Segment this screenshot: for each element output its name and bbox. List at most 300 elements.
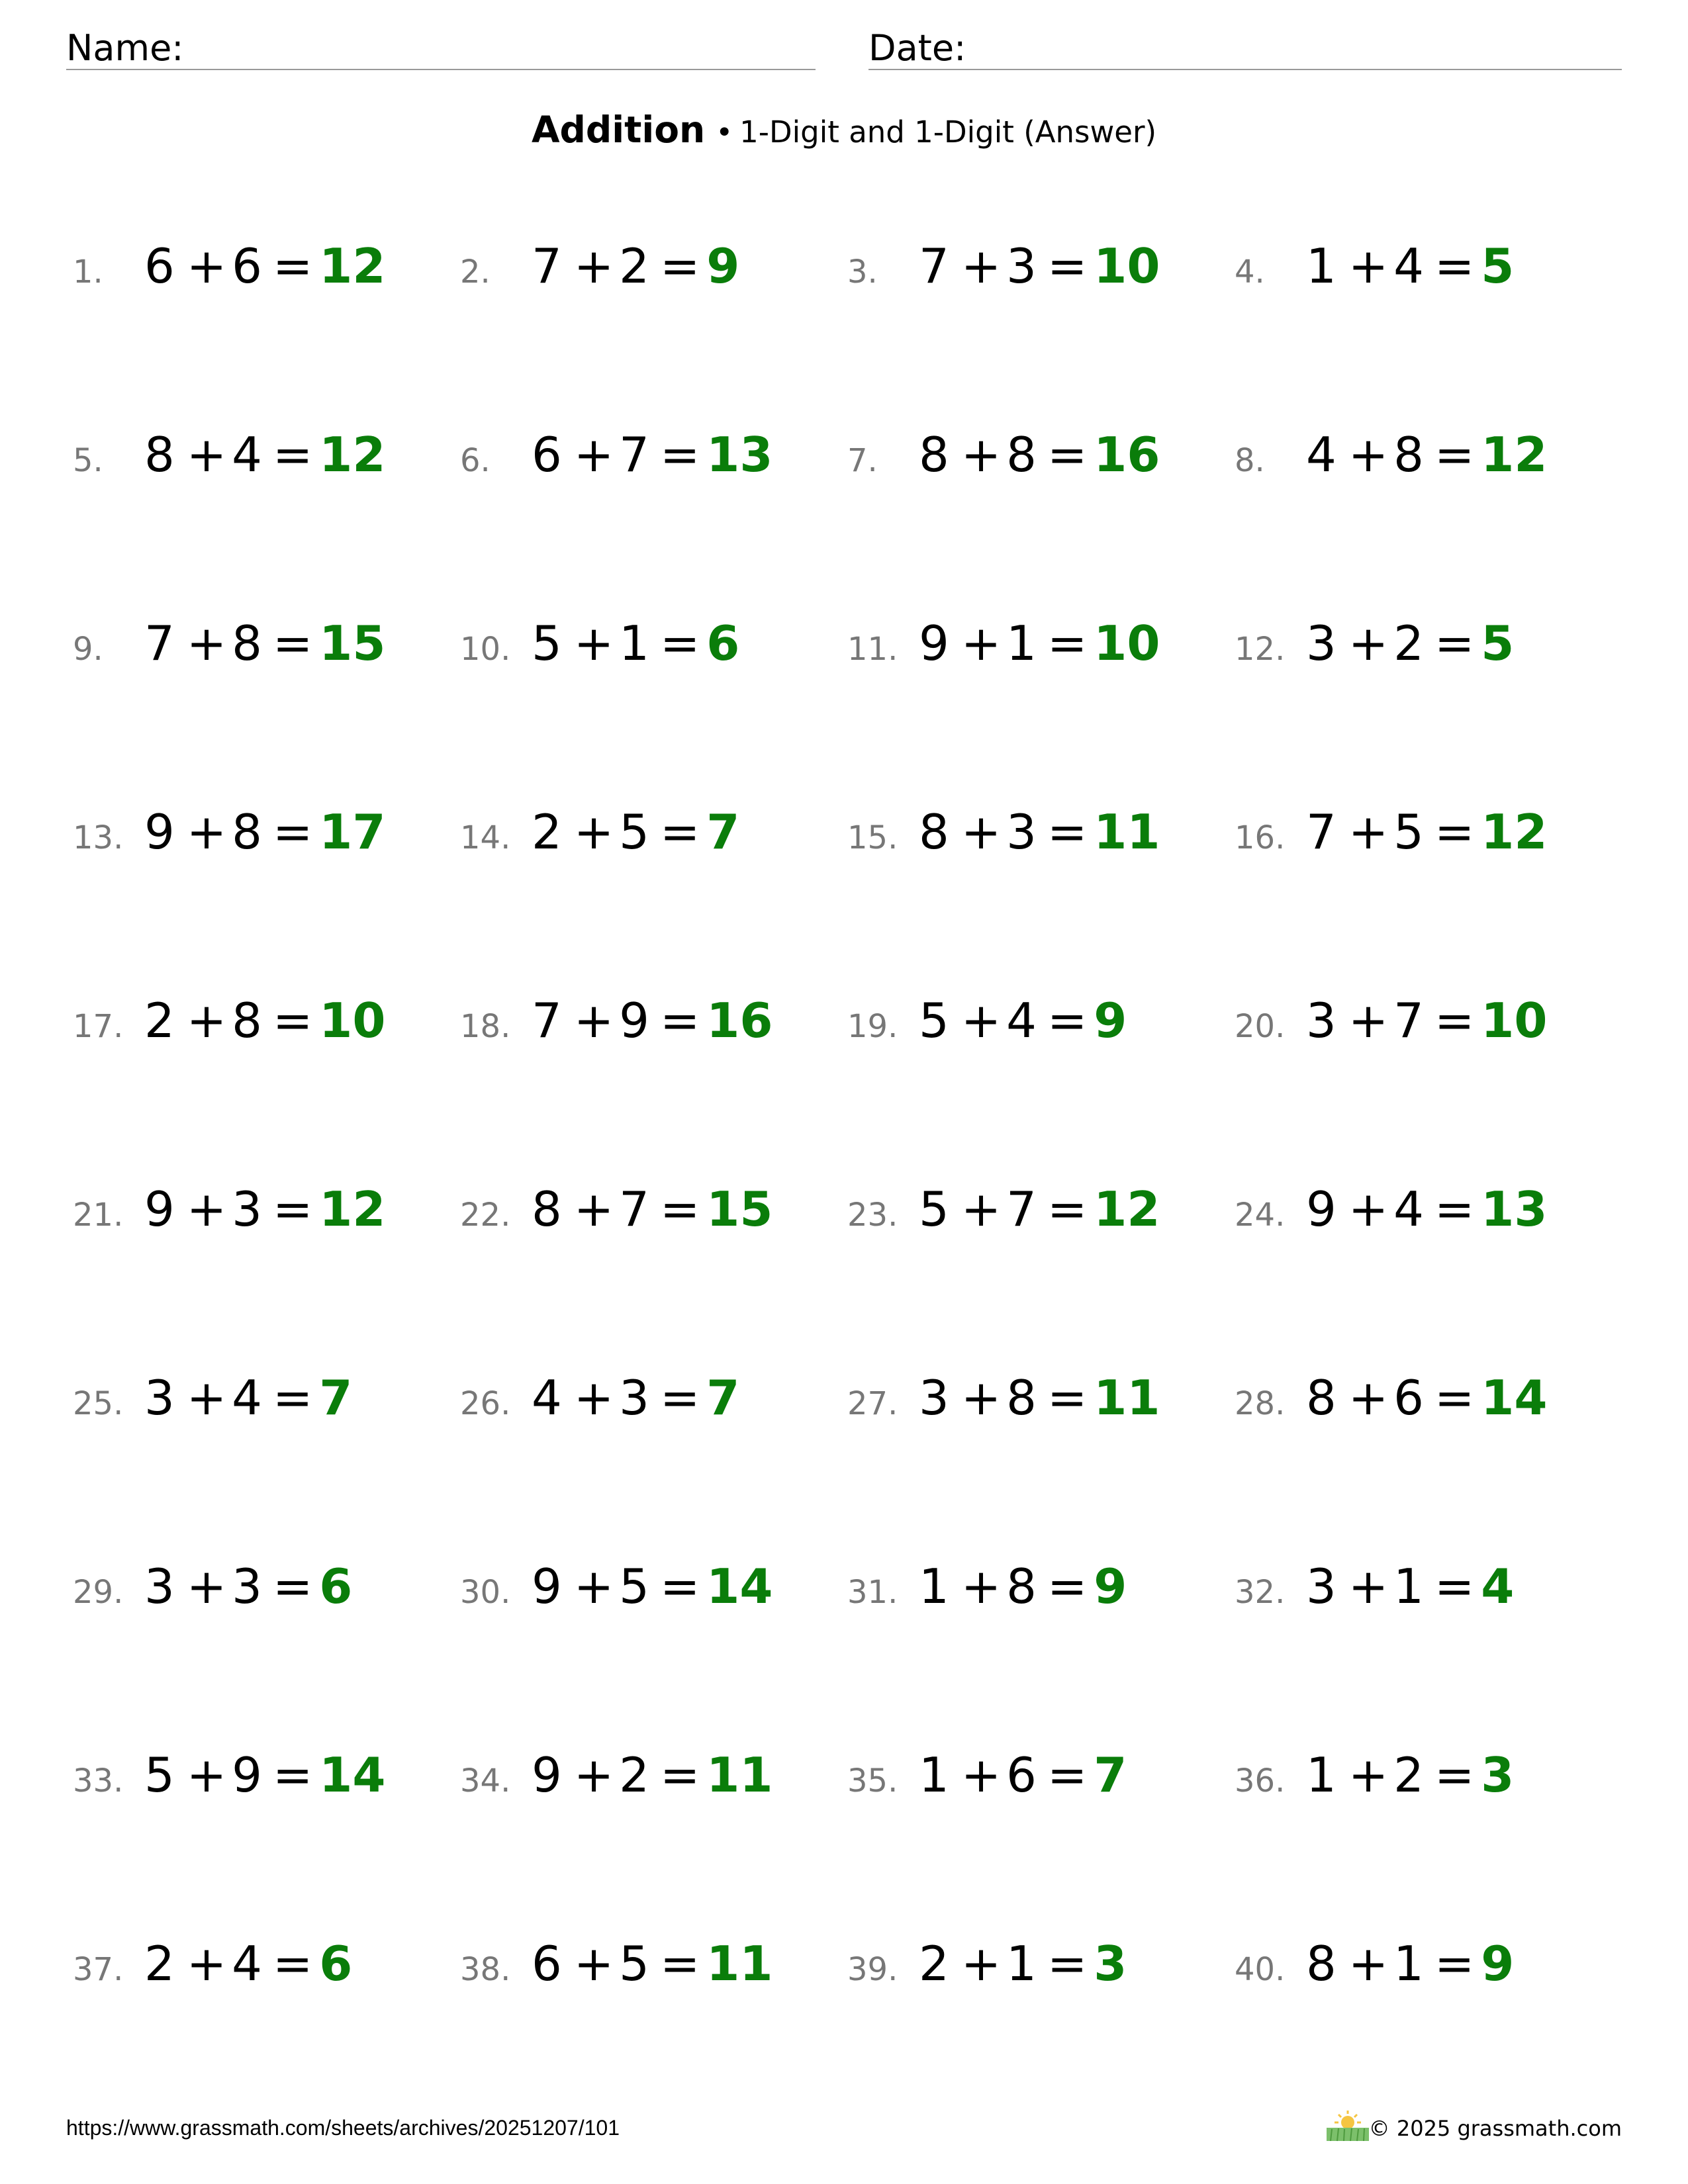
- addend-first: 1: [1306, 238, 1336, 294]
- addend-first: 1: [919, 1559, 949, 1614]
- equals-sign: =: [272, 1181, 313, 1237]
- problem-item: [460, 427, 847, 493]
- plus-operator: +: [1348, 1181, 1389, 1237]
- addend-second: 2: [619, 1747, 649, 1803]
- plus-operator: +: [573, 1370, 614, 1426]
- answer: 16: [706, 993, 773, 1048]
- addend-first: 5: [919, 1181, 949, 1237]
- answer: 15: [706, 1181, 773, 1237]
- plus-operator: +: [573, 1936, 614, 1991]
- problem-number: 31.: [847, 1574, 898, 1611]
- addend-first: 7: [532, 993, 562, 1048]
- equals-sign: =: [272, 427, 313, 482]
- equals-sign: =: [272, 804, 313, 860]
- problem-item: [847, 1936, 1235, 2002]
- title-main: Addition: [531, 109, 706, 151]
- answer: 14: [706, 1559, 773, 1614]
- addend-second: 2: [619, 238, 649, 294]
- answer: 7: [319, 1370, 353, 1426]
- plus-operator: +: [1348, 993, 1389, 1048]
- equals-sign: =: [272, 238, 313, 294]
- addend-second: 3: [1006, 804, 1037, 860]
- problem-item: [847, 615, 1235, 682]
- equals-sign: =: [1047, 993, 1088, 1048]
- problem-item: [73, 1936, 460, 2002]
- equals-sign: =: [1434, 1370, 1475, 1426]
- problem-number: 6.: [460, 442, 491, 479]
- problem-item: [847, 804, 1235, 870]
- plus-operator: +: [573, 615, 614, 671]
- addend-second: 8: [1393, 427, 1424, 482]
- problem-number: 9.: [73, 631, 103, 668]
- addend-second: 8: [1006, 427, 1037, 482]
- answer: 13: [1481, 1181, 1548, 1237]
- answer: 6: [706, 615, 740, 671]
- problem-number: 34.: [460, 1762, 511, 1799]
- plus-operator: +: [186, 1936, 227, 1991]
- problem-row: [73, 1559, 1622, 1747]
- plus-operator: +: [961, 1181, 1002, 1237]
- equals-sign: =: [1434, 1747, 1475, 1803]
- answer: 5: [1481, 238, 1515, 294]
- problem-row: [73, 993, 1622, 1181]
- plus-operator: +: [186, 1559, 227, 1614]
- addend-second: 8: [1006, 1559, 1037, 1614]
- answer: 12: [319, 427, 386, 482]
- equals-sign: =: [1434, 1559, 1475, 1614]
- answer: 9: [1094, 993, 1127, 1048]
- equals-sign: =: [1434, 238, 1475, 294]
- problem-number: 38.: [460, 1951, 511, 1988]
- name-label: Name:: [66, 27, 184, 69]
- equals-sign: =: [659, 427, 700, 482]
- equals-sign: =: [272, 993, 313, 1048]
- addend-first: 7: [919, 238, 949, 294]
- addend-second: 6: [1006, 1747, 1037, 1803]
- problem-item: [460, 1181, 847, 1248]
- equals-sign: =: [1047, 1181, 1088, 1237]
- addend-second: 2: [1393, 615, 1424, 671]
- answer: 9: [706, 238, 740, 294]
- addend-first: 6: [532, 427, 562, 482]
- addend-first: 8: [532, 1181, 562, 1237]
- problem-item: [1235, 238, 1622, 304]
- answer: 12: [1481, 427, 1548, 482]
- equals-sign: =: [1047, 1559, 1088, 1614]
- problem-row: [73, 1370, 1622, 1559]
- plus-operator: +: [1348, 615, 1389, 671]
- problem-number: 7.: [847, 442, 878, 479]
- problem-item: [460, 1747, 847, 1813]
- problem-item: [460, 1559, 847, 1625]
- equals-sign: =: [1434, 615, 1475, 671]
- addend-first: 3: [919, 1370, 949, 1426]
- answer: 9: [1481, 1936, 1515, 1991]
- problem-number: 28.: [1235, 1385, 1286, 1422]
- problem-item: [1235, 804, 1622, 870]
- addend-second: 6: [232, 238, 262, 294]
- answer: 10: [1094, 238, 1160, 294]
- equals-sign: =: [1434, 427, 1475, 482]
- answer: 10: [1481, 993, 1548, 1048]
- plus-operator: +: [186, 427, 227, 482]
- problem-number: 32.: [1235, 1574, 1286, 1611]
- addend-first: 3: [1306, 1559, 1336, 1614]
- problem-item: [460, 615, 847, 682]
- problem-item: [460, 238, 847, 304]
- problem-item: [460, 1936, 847, 2002]
- addend-first: 5: [532, 615, 562, 671]
- plus-operator: +: [1348, 238, 1389, 294]
- plus-operator: +: [961, 615, 1002, 671]
- problem-item: [73, 1559, 460, 1625]
- problem-row: [73, 615, 1622, 804]
- addend-first: 2: [532, 804, 562, 860]
- problem-number: 15.: [847, 819, 898, 856]
- problem-number: 20.: [1235, 1008, 1286, 1045]
- addend-first: 3: [144, 1370, 175, 1426]
- problem-row: [73, 427, 1622, 615]
- answer: 11: [706, 1747, 773, 1803]
- problem-row: [73, 1936, 1622, 2124]
- addend-second: 2: [1393, 1747, 1424, 1803]
- plus-operator: +: [186, 1370, 227, 1426]
- plus-operator: +: [573, 1181, 614, 1237]
- addend-first: 9: [532, 1747, 562, 1803]
- title-subtitle: 1-Digit and 1-Digit (Answer): [739, 114, 1157, 150]
- plus-operator: +: [961, 238, 1002, 294]
- problem-number: 3.: [847, 253, 878, 291]
- addend-second: 5: [619, 804, 649, 860]
- problem-item: [460, 1370, 847, 1436]
- answer: 11: [706, 1936, 773, 1991]
- plus-operator: +: [961, 1936, 1002, 1991]
- footer-url[interactable]: https://www.grassmath.com/sheets/archives/20251207/101: [66, 2116, 620, 2140]
- plus-operator: +: [186, 615, 227, 671]
- problem-item: [73, 1747, 460, 1813]
- plus-operator: +: [961, 993, 1002, 1048]
- problem-number: 40.: [1235, 1951, 1286, 1988]
- equals-sign: =: [1047, 1747, 1088, 1803]
- problem-item: [1235, 993, 1622, 1059]
- problem-number: 37.: [73, 1951, 124, 1988]
- answer: 11: [1094, 1370, 1160, 1426]
- answer: 10: [319, 993, 386, 1048]
- problem-number: 29.: [73, 1574, 124, 1611]
- answer: 3: [1094, 1936, 1127, 1991]
- equals-sign: =: [1434, 1936, 1475, 1991]
- addend-second: 4: [232, 1936, 262, 1991]
- problem-number: 24.: [1235, 1197, 1286, 1234]
- addend-first: 1: [1306, 1747, 1336, 1803]
- problem-number: 23.: [847, 1197, 898, 1234]
- addend-first: 1: [919, 1747, 949, 1803]
- addend-second: 4: [1006, 993, 1037, 1048]
- equals-sign: =: [272, 1747, 313, 1803]
- addend-second: 3: [232, 1181, 262, 1237]
- problem-number: 13.: [73, 819, 124, 856]
- addend-second: 8: [232, 993, 262, 1048]
- problem-item: [847, 1559, 1235, 1625]
- equals-sign: =: [1434, 1181, 1475, 1237]
- problem-item: [73, 1370, 460, 1436]
- answer: 12: [319, 238, 386, 294]
- problem-number: 16.: [1235, 819, 1286, 856]
- equals-sign: =: [659, 1747, 700, 1803]
- problem-row: [73, 1181, 1622, 1370]
- problem-number: 18.: [460, 1008, 511, 1045]
- answer: 7: [1094, 1747, 1127, 1803]
- problem-item: [847, 1747, 1235, 1813]
- problem-item: [847, 427, 1235, 493]
- addend-first: 3: [144, 1559, 175, 1614]
- plus-operator: +: [961, 804, 1002, 860]
- addend-second: 8: [1006, 1370, 1037, 1426]
- equals-sign: =: [272, 615, 313, 671]
- addend-second: 3: [619, 1370, 649, 1426]
- equals-sign: =: [659, 1370, 700, 1426]
- addend-first: 7: [144, 615, 175, 671]
- plus-operator: +: [1348, 1936, 1389, 1991]
- problem-item: [1235, 1936, 1622, 2002]
- problem-item: [1235, 1747, 1622, 1813]
- equals-sign: =: [1434, 804, 1475, 860]
- problem-row: [73, 238, 1622, 427]
- equals-sign: =: [1047, 1370, 1088, 1426]
- problem-number: 33.: [73, 1762, 124, 1799]
- plus-operator: +: [573, 993, 614, 1048]
- problem-number: 30.: [460, 1574, 511, 1611]
- equals-sign: =: [272, 1370, 313, 1426]
- answer: 12: [319, 1181, 386, 1237]
- problem-item: [1235, 1559, 1622, 1625]
- addend-first: 8: [919, 427, 949, 482]
- addend-first: 9: [1306, 1181, 1336, 1237]
- addend-second: 5: [1393, 804, 1424, 860]
- problem-item: [73, 615, 460, 682]
- answer: 15: [319, 615, 386, 671]
- addend-first: 8: [919, 804, 949, 860]
- plus-operator: +: [1348, 1370, 1389, 1426]
- addend-second: 1: [1006, 1936, 1037, 1991]
- addend-second: 5: [619, 1559, 649, 1614]
- problem-item: [73, 993, 460, 1059]
- plus-operator: +: [186, 238, 227, 294]
- problem-row: [73, 804, 1622, 993]
- addend-first: 8: [144, 427, 175, 482]
- answer: 12: [1481, 804, 1548, 860]
- answer: 7: [706, 1370, 740, 1426]
- answer: 4: [1481, 1559, 1515, 1614]
- addend-first: 8: [1306, 1936, 1336, 1991]
- addend-first: 4: [1306, 427, 1336, 482]
- answer: 14: [319, 1747, 386, 1803]
- plus-operator: +: [1348, 427, 1389, 482]
- addend-first: 9: [532, 1559, 562, 1614]
- addend-first: 3: [1306, 615, 1336, 671]
- problem-item: [73, 1181, 460, 1248]
- addend-second: 8: [232, 804, 262, 860]
- problem-item: [460, 993, 847, 1059]
- problem-number: 27.: [847, 1385, 898, 1422]
- addend-second: 7: [619, 427, 649, 482]
- problem-number: 26.: [460, 1385, 511, 1422]
- addend-second: 1: [1393, 1559, 1424, 1614]
- problem-number: 22.: [460, 1197, 511, 1234]
- footer-copyright: © 2025 grassmath.com: [1368, 2116, 1622, 2141]
- answer: 5: [1481, 615, 1515, 671]
- addend-second: 3: [232, 1559, 262, 1614]
- addend-first: 8: [1306, 1370, 1336, 1426]
- answer: 11: [1094, 804, 1160, 860]
- problem-number: 25.: [73, 1385, 124, 1422]
- problem-number: 1.: [73, 253, 103, 291]
- plus-operator: +: [961, 1747, 1002, 1803]
- answer: 13: [706, 427, 773, 482]
- addend-second: 1: [1006, 615, 1037, 671]
- equals-sign: =: [1434, 993, 1475, 1048]
- problem-number: 36.: [1235, 1762, 1286, 1799]
- date-label: Date:: [868, 27, 966, 69]
- addend-second: 6: [1393, 1370, 1424, 1426]
- problem-number: 14.: [460, 819, 511, 856]
- addend-second: 1: [1393, 1936, 1424, 1991]
- answer: 6: [319, 1936, 353, 1991]
- answer: 14: [1481, 1370, 1548, 1426]
- plus-operator: +: [186, 804, 227, 860]
- plus-operator: +: [573, 238, 614, 294]
- equals-sign: =: [659, 238, 700, 294]
- problem-item: [1235, 427, 1622, 493]
- problem-number: 10.: [460, 631, 511, 668]
- problem-number: 17.: [73, 1008, 124, 1045]
- problem-number: 35.: [847, 1762, 898, 1799]
- addend-second: 7: [1006, 1181, 1037, 1237]
- plus-operator: +: [573, 427, 614, 482]
- plus-operator: +: [961, 1370, 1002, 1426]
- answer: 16: [1094, 427, 1160, 482]
- problem-item: [73, 804, 460, 870]
- addend-first: 9: [144, 804, 175, 860]
- addend-first: 5: [144, 1747, 175, 1803]
- answer: 12: [1094, 1181, 1160, 1237]
- problem-item: [1235, 1370, 1622, 1436]
- addend-second: 3: [1006, 238, 1037, 294]
- addend-second: 9: [619, 993, 649, 1048]
- answer: 9: [1094, 1559, 1127, 1614]
- addend-first: 9: [919, 615, 949, 671]
- name-field[interactable]: [66, 26, 816, 70]
- problem-number: 11.: [847, 631, 898, 668]
- grass-sun-logo-icon: [1324, 2108, 1372, 2142]
- plus-operator: +: [186, 1747, 227, 1803]
- date-field[interactable]: [868, 26, 1622, 70]
- problem-number: 8.: [1235, 442, 1265, 479]
- answer: 17: [319, 804, 386, 860]
- equals-sign: =: [272, 1559, 313, 1614]
- title-separator: •: [716, 116, 733, 150]
- answer: 10: [1094, 615, 1160, 671]
- page-title: [0, 106, 1688, 166]
- addend-second: 7: [619, 1181, 649, 1237]
- problem-item: [460, 804, 847, 870]
- plus-operator: +: [573, 1559, 614, 1614]
- answer: 3: [1481, 1747, 1515, 1803]
- answer: 7: [706, 804, 740, 860]
- plus-operator: +: [186, 993, 227, 1048]
- plus-operator: +: [573, 804, 614, 860]
- plus-operator: +: [961, 427, 1002, 482]
- addend-first: 4: [532, 1370, 562, 1426]
- addend-second: 8: [232, 615, 262, 671]
- equals-sign: =: [659, 615, 700, 671]
- equals-sign: =: [1047, 238, 1088, 294]
- addend-second: 7: [1393, 993, 1424, 1048]
- problem-item: [73, 427, 460, 493]
- addend-second: 5: [619, 1936, 649, 1991]
- problem-item: [73, 238, 460, 304]
- equals-sign: =: [1047, 804, 1088, 860]
- addend-second: 4: [232, 1370, 262, 1426]
- plus-operator: +: [1348, 1559, 1389, 1614]
- addend-first: 3: [1306, 993, 1336, 1048]
- equals-sign: =: [659, 1181, 700, 1237]
- addend-second: 4: [1393, 1181, 1424, 1237]
- addend-second: 9: [232, 1747, 262, 1803]
- equals-sign: =: [659, 1559, 700, 1614]
- problem-grid: [73, 238, 1622, 2124]
- equals-sign: =: [1047, 1936, 1088, 1991]
- problem-number: 21.: [73, 1197, 124, 1234]
- equals-sign: =: [659, 1936, 700, 1991]
- addend-first: 2: [144, 993, 175, 1048]
- addend-first: 5: [919, 993, 949, 1048]
- problem-number: 19.: [847, 1008, 898, 1045]
- equals-sign: =: [659, 993, 700, 1048]
- equals-sign: =: [1047, 615, 1088, 671]
- problem-item: [847, 1370, 1235, 1436]
- problem-item: [1235, 615, 1622, 682]
- addend-first: 7: [1306, 804, 1336, 860]
- problem-row: [73, 1747, 1622, 1936]
- addend-second: 1: [619, 615, 649, 671]
- addend-first: 7: [532, 238, 562, 294]
- plus-operator: +: [1348, 804, 1389, 860]
- addend-second: 4: [1393, 238, 1424, 294]
- addend-first: 9: [144, 1181, 175, 1237]
- addend-first: 6: [532, 1936, 562, 1991]
- plus-operator: +: [1348, 1747, 1389, 1803]
- problem-number: 2.: [460, 253, 491, 291]
- problem-number: 12.: [1235, 631, 1286, 668]
- equals-sign: =: [659, 804, 700, 860]
- problem-number: 5.: [73, 442, 103, 479]
- problem-item: [847, 1181, 1235, 1248]
- problem-item: [847, 993, 1235, 1059]
- plus-operator: +: [186, 1181, 227, 1237]
- answer: 6: [319, 1559, 353, 1614]
- addend-first: 2: [144, 1936, 175, 1991]
- problem-number: 39.: [847, 1951, 898, 1988]
- plus-operator: +: [573, 1747, 614, 1803]
- footer: [0, 2108, 1688, 2148]
- addend-second: 4: [232, 427, 262, 482]
- problem-item: [847, 238, 1235, 304]
- problem-number: 4.: [1235, 253, 1265, 291]
- plus-operator: +: [961, 1559, 1002, 1614]
- equals-sign: =: [1047, 427, 1088, 482]
- addend-first: 6: [144, 238, 175, 294]
